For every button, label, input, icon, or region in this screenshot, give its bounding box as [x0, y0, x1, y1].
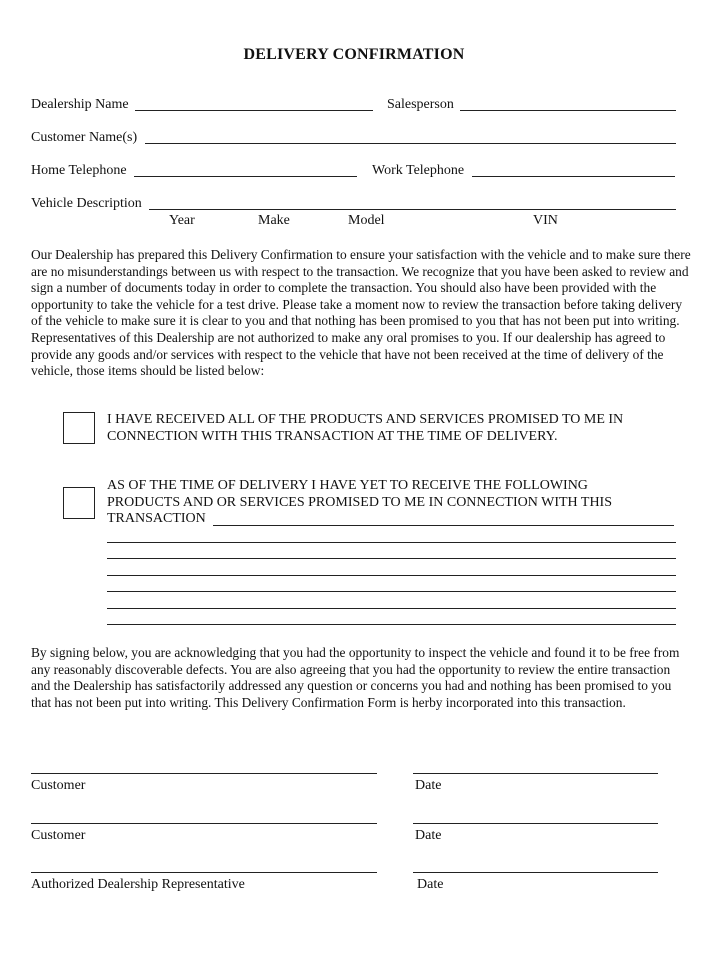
closing-paragraph-text: By signing below, you are acknowledging that you had the opportunity to inspect the vehicle and found it to be free from any reasonably discoverable defects. You are also agreeing that you had the opportunity to review the entire transaction and the Dealership has satisfactorily addressed any question or concerns you had and nothing has been promised to you that has not been put into writing. This Delivery Confirmation Form is herby incorporated into this transaction.: [31, 645, 680, 710]
vehicle-description-label: Vehicle Description: [31, 196, 142, 211]
pending-items-line[interactable]: [107, 542, 676, 543]
make-sublabel: Make: [258, 213, 290, 228]
customer-signature-line[interactable]: [31, 823, 377, 824]
representative-signature-line[interactable]: [31, 872, 377, 873]
pending-items-text-line2: PRODUCTS AND OR SERVICES PROMISED TO ME IN CONNECTION WITH THIS: [107, 495, 612, 510]
pending-items-line[interactable]: [107, 608, 676, 609]
dealership-name-label: Dealership Name: [31, 97, 129, 112]
received-all-text: I HAVE RECEIVED ALL OF THE PRODUCTS AND SERVICES PROMISED TO ME IN CONNECTION WITH THIS TRANSACTION AT THE TIME OF DELIVERY.: [107, 412, 624, 444]
year-sublabel: Year: [169, 213, 195, 228]
home-telephone-field[interactable]: [134, 176, 357, 177]
customer-signature-line[interactable]: [31, 773, 377, 774]
intro-paragraph: [31, 247, 691, 380]
received-all-checkbox[interactable]: [63, 412, 95, 444]
pending-items-line[interactable]: [107, 624, 676, 625]
signature-label-right: Date: [415, 828, 442, 843]
home-telephone-label: Home Telephone: [31, 163, 127, 178]
salesperson-field[interactable]: [460, 110, 676, 111]
pending-items-line[interactable]: [107, 591, 676, 592]
signature-label-right: Date: [415, 778, 442, 793]
pending-items-line[interactable]: [213, 525, 674, 526]
model-sublabel: Model: [348, 213, 385, 228]
page-title: DELIVERY CONFIRMATION: [243, 46, 465, 63]
dealership-name-field[interactable]: [135, 110, 373, 111]
signature-label-left: Customer: [31, 778, 86, 793]
pending-items-line[interactable]: [107, 558, 676, 559]
signature-label-left: Authorized Dealership Representative: [31, 877, 245, 892]
pending-items-line[interactable]: [107, 575, 676, 576]
pending-items-text-line3: TRANSACTION: [107, 511, 206, 526]
intro-paragraph-text: Our Dealership has prepared this Delivery Confirmation to ensure your satisfaction with the vehicle and to make sure there are no misunderstandings between us with respect to the transaction. We recognize that you have been asked to review and sign a number of documents today in order to complete the transaction. You should also have been provided with the opportunity to take the vehicle for a test drive. Please take a moment now to review the transaction before taking delivery of the vehicle to make sure it is clear to you and that nothing has been promised to you that has not been put into writing. Representatives of this Dealership are not authorized to make any oral promises to you. If our dealership has agreed to provide any goods and/or services with respect to the vehicle that have not been received at the time of delivery of the vehicle, those items should be listed below:: [31, 247, 691, 379]
pending-items-checkbox[interactable]: [63, 487, 95, 519]
vehicle-description-field[interactable]: [149, 209, 676, 210]
work-telephone-field[interactable]: [472, 176, 675, 177]
customer-names-field[interactable]: [145, 143, 676, 144]
pending-items-text-line1: AS OF THE TIME OF DELIVERY I HAVE YET TO RECEIVE THE FOLLOWING: [107, 478, 588, 493]
closing-paragraph: [31, 645, 686, 711]
customer-names-label: Customer Name(s): [31, 130, 138, 145]
vin-sublabel: VIN: [533, 213, 558, 228]
date-signature-line[interactable]: [413, 872, 658, 873]
date-signature-line[interactable]: [413, 823, 658, 824]
signature-label-left: Customer: [31, 828, 86, 843]
date-signature-line[interactable]: [413, 773, 658, 774]
work-telephone-label: Work Telephone: [372, 163, 465, 178]
salesperson-label: Salesperson: [387, 97, 454, 112]
signature-label-right: Date: [417, 877, 444, 892]
